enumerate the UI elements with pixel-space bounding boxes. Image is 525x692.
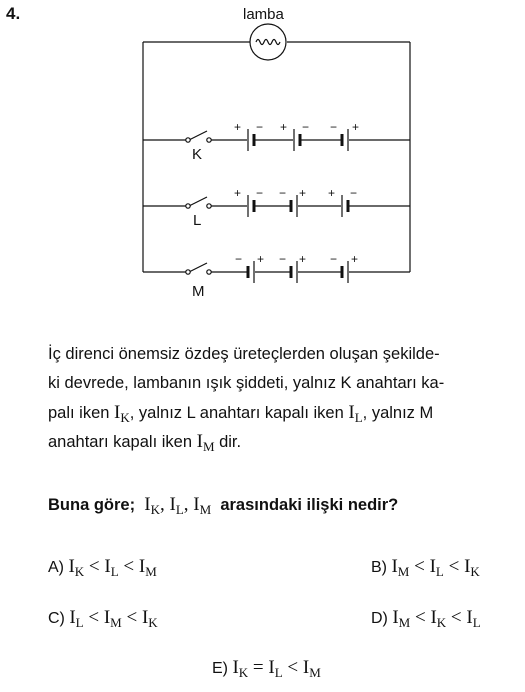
svg-text:+: + <box>351 252 359 266</box>
svg-text:−: − <box>302 120 310 134</box>
option-a[interactable]: A) $I_K < I_L < I_M$ <box>48 556 157 579</box>
svg-text:+: + <box>280 120 288 134</box>
svg-text:−: − <box>330 120 338 134</box>
svg-text:+: + <box>352 120 360 134</box>
svg-text:−: − <box>256 186 264 200</box>
svg-text:−: − <box>235 252 243 266</box>
svg-text:+: + <box>328 186 336 200</box>
problem-paragraph <box>48 340 503 456</box>
paragraph-line-1: İç direnci önemsiz özdeş üreteçlerden oluşan şekilde- <box>48 345 440 363</box>
svg-text:−: − <box>350 186 358 200</box>
svg-text:+: + <box>234 120 242 134</box>
svg-text:−: − <box>330 252 338 266</box>
paragraph-line-4: anahtarı kapalı iken $I_M$ dir. <box>48 431 242 454</box>
svg-text:−: − <box>256 120 264 134</box>
svg-text:+: + <box>299 252 307 266</box>
switch-label-m: M <box>192 283 205 300</box>
circuit-diagram <box>0 0 525 300</box>
svg-text:−: − <box>279 252 287 266</box>
switch-label-k: K <box>192 146 203 163</box>
option-d[interactable]: D) $I_M < I_K < I_L$ <box>371 607 481 630</box>
option-e[interactable]: E) $I_K = I_L < I_M$ <box>212 657 321 680</box>
svg-text:+: + <box>234 186 242 200</box>
svg-text:−: − <box>279 186 287 200</box>
svg-text:+: + <box>257 252 265 266</box>
paragraph-line-3: palı iken $I_K$, yalnız L anahtarı kapalı iken $I_L$, yalnız M <box>48 402 434 425</box>
switch-label-l: L <box>193 212 202 229</box>
svg-text:+: + <box>299 186 307 200</box>
question-number: 4. <box>6 4 21 23</box>
paragraph-line-2: ki devrede, lambanın ışık şiddeti, yalnız K anahtarı ka- <box>48 374 445 392</box>
question-prompt: Buna göre; $I_K$, $I_L$, $I_M$ arasındaki ilişki nedir? <box>48 494 399 517</box>
option-c[interactable]: C) $I_L < I_M < I_K$ <box>48 607 158 630</box>
lamp-label: lamba <box>243 6 284 23</box>
option-b[interactable]: B) $I_M < I_L < I_K$ <box>371 556 480 579</box>
